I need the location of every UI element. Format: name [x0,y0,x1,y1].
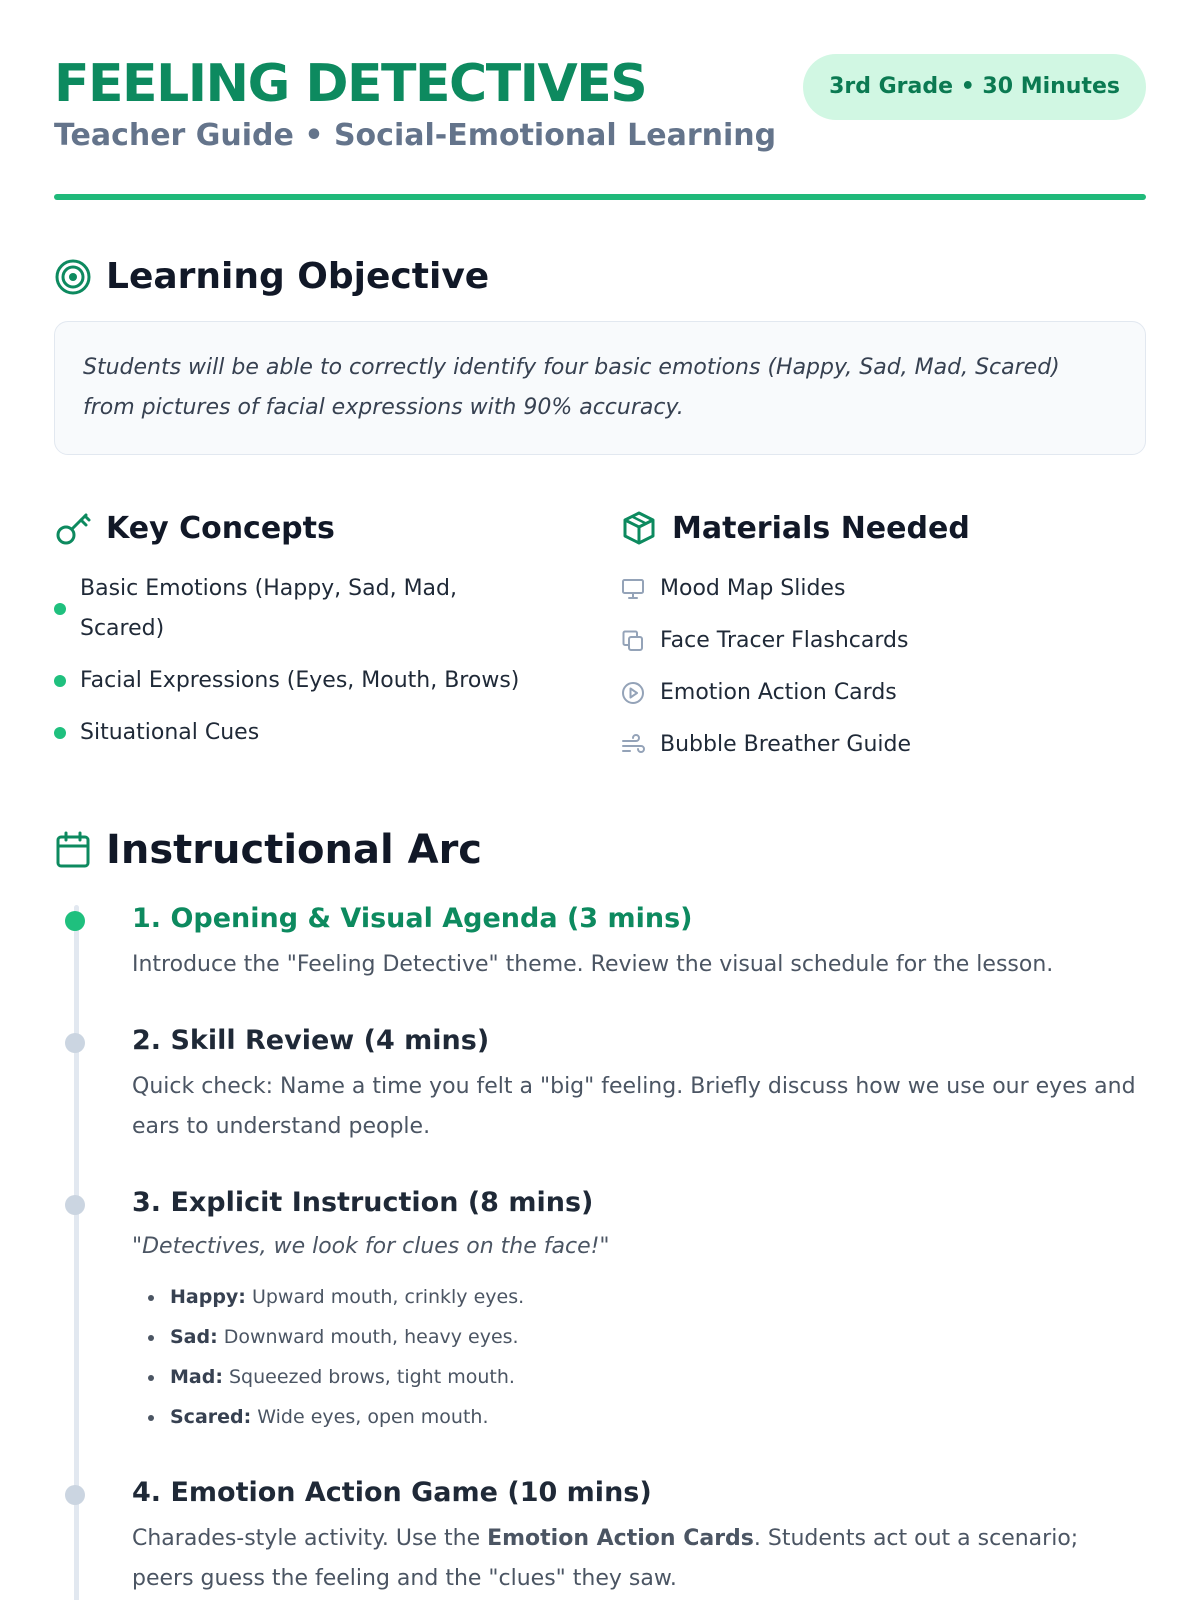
list-item [166,1397,1146,1437]
wind-icon [620,732,646,758]
timeline-dot [65,1033,85,1053]
header [54,0,1146,153]
concepts-materials-row [54,509,1146,777]
materials-section [620,509,1146,777]
list-item [620,725,1146,765]
material-label: Bubble Breather Guide [660,732,912,757]
bullet-icon [54,675,66,687]
emotion-name: Scared: [170,1406,252,1428]
step-description [132,1519,1146,1599]
timeline-dot [65,1195,85,1215]
arc-section-header [54,827,1146,873]
emotion-clue: Downward mouth, heavy eyes. [223,1326,519,1348]
concept-label: Situational Cues [80,720,260,745]
objective-section-header [54,256,1146,297]
step-title: 4. Emotion Action Game (10 mins) [132,1477,652,1508]
instructional-timeline [54,899,1146,1599]
list-item [166,1277,1146,1317]
step-quote: "Detectives, we look for clues on the face!" [132,1234,610,1259]
grade-duration-badge: 3rd Grade • 30 Minutes [803,54,1146,120]
target-icon [54,258,92,296]
step-description: Introduce the "Feeling Detective" theme. Review the visual schedule for the lesson. [132,952,1054,977]
bullet-icon [54,603,66,615]
presentation-icon [620,576,646,602]
list-item [620,673,1146,713]
emotion-clue: Squeezed brows, tight mouth. [228,1366,515,1388]
step-title: 3. Explicit Instruction (8 mins) [132,1187,594,1218]
timeline-dot [65,911,85,931]
materials-header [620,509,1146,547]
list-item [620,621,1146,661]
step-desc-highlight: Emotion Action Cards [487,1526,754,1551]
key-concepts-section [54,509,620,777]
key-icon [54,509,92,547]
timeline-dot [65,1485,85,1505]
emotion-name: Happy: [170,1286,246,1308]
concept-label: Basic Emotions (Happy, Sad, Mad, Scared) [80,576,457,641]
step-desc-text: . Students act out a scenario; peers guess the feeling and the "clues" they saw. [132,1526,1079,1591]
emotion-name: Mad: [170,1366,223,1388]
objective-heading: Learning Objective [106,256,490,297]
box-icon [620,509,658,547]
key-concepts-list [54,569,620,753]
material-label: Mood Map Slides [660,576,846,601]
page-subtitle: Teacher Guide • Social-Emotional Learning [54,118,777,153]
step-title: 2. Skill Review (4 mins) [132,1025,490,1056]
step-desc-text: Charades-style activity. Use the [132,1526,488,1551]
material-label: Emotion Action Cards [660,680,897,705]
emotion-clue: Wide eyes, open mouth. [257,1406,489,1428]
arc-heading: Instructional Arc [106,827,483,873]
timeline-step [132,1473,1146,1599]
bullet-icon [54,727,66,739]
materials-list [620,569,1146,765]
emotion-name: Sad: [170,1326,218,1348]
list-item [54,569,620,649]
key-concepts-header [54,509,620,547]
step-title: 1. Opening & Visual Agenda (3 mins) [132,903,693,934]
list-item [54,661,620,701]
timeline-step [132,1183,1146,1437]
objective-text: Students will be able to correctly identify four basic emotions (Happy, Sad, Mad, Scared) from pictures of facial expressions with 90% accuracy. [54,321,1146,455]
step-description: Quick check: Name a time you felt a "big" feeling. Briefly discuss how we use our eyes and ears to understand people. [132,1074,1136,1139]
list-item [166,1357,1146,1397]
list-item [620,569,1146,609]
material-label: Face Tracer Flashcards [660,628,909,653]
emotion-clue: Upward mouth, crinkly eyes. [251,1286,525,1308]
materials-heading: Materials Needed [672,510,970,546]
page-title: FEELING DETECTIVES [54,54,647,114]
header-divider [54,194,1146,200]
concept-label: Facial Expressions (Eyes, Mouth, Brows) [80,668,520,693]
list-item [166,1317,1146,1357]
calendar-icon [54,830,92,870]
copy-cards-icon [620,628,646,654]
emotion-cue-list [132,1277,1146,1437]
list-item [54,713,620,753]
key-concepts-heading: Key Concepts [106,510,335,546]
timeline-step [132,1021,1146,1147]
play-circle-icon [620,680,646,706]
timeline-step [132,899,1146,985]
